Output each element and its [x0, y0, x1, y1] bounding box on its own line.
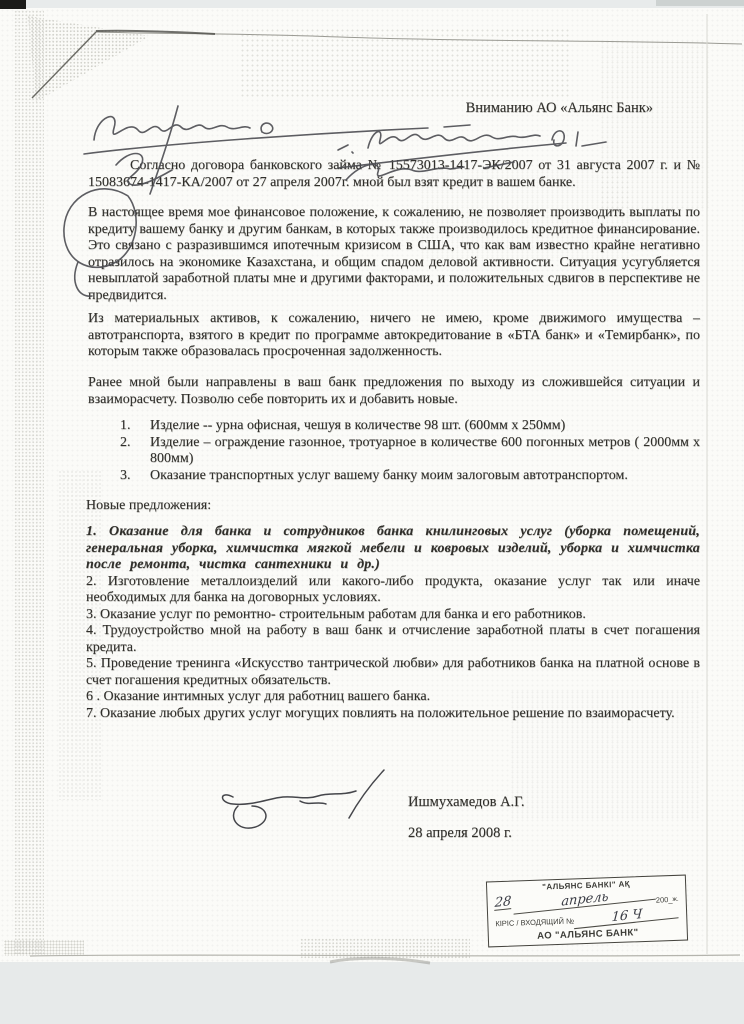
signatory-name: Ишмухамедов А.Г. [408, 794, 525, 810]
new-offer-item: 4. Трудоустройство мной на работу в ваш банк и отчисление заработной платы в счет погашения кредита. [86, 623, 700, 655]
incoming-stamp [486, 875, 688, 948]
scan-corner-artifact [0, 0, 26, 9]
new-offer-item: 2. Изготовление металлоизделий или какого-либо продукта, оказание услуг так или иначе необходимых для банка на договорных условиях. [86, 573, 700, 605]
scan-edge-artifact [656, 0, 744, 6]
stamp-handwritten-number: 16 Ч [574, 905, 680, 929]
list-item-text: Изделие -- урна офисная, чешуя в количестве 98 шт. (600мм х 250мм) [150, 418, 566, 433]
paragraph-assets: Из материальных активов, к сожалению, ничего не имею, кроме движимого имущества – автотранспорта, взятого в кредит по программе автокредитование в «БТА банк» и «Темирбанк», по которым также образовалась просроченная задолженность. [88, 311, 700, 359]
list-item-number: 3. [120, 467, 131, 483]
attention-line: Вниманию АО «Альянс Банк» [465, 100, 653, 116]
list-item-text: Изделие – ограждение газонное, тротуарное в количестве 600 погонных метров ( 2000мм х 800мм) [150, 434, 700, 466]
list-item-text: Оказание транспортных услуг вашему банку моим залоговым автотранспортом. [150, 467, 628, 483]
paragraph-previous-offers: Ранее мной были направлены в ваш банк предложения по выходу из сложившейся ситуации и взаиморасчету. Позволю себе повторить их и добавить новые. [88, 375, 700, 407]
new-offer-item: 5. Проведение тренинга «Искусство тантрической любви» для работников банка на платной основе в счет погашения кредитных обязательств. [86, 656, 700, 688]
list-item-number: 1. [120, 418, 131, 433]
paper-sheet [0, 8, 744, 962]
stamp-handwritten-month: апрель [513, 887, 656, 915]
letter-date: 28 апреля 2008 г. [408, 825, 512, 841]
list-item-number: 2. [120, 434, 131, 450]
stamp-year-suffix: ж. [672, 896, 679, 904]
new-offers-list [86, 524, 700, 722]
paragraph-loan-agreements: Согласно договора банковского займа № 15573013-1417-ЭК/2007 от 31 августа 2007 г. и № 15083674-1417-КА/2007 от 27 апреля 2007г. мной был взят кредит в вашем банке. [88, 158, 700, 190]
stamp-handwritten-day: 28 [494, 894, 512, 912]
new-offer-item: 3. Оказание услуг по ремонтно- строительным работам для банка и его работников. [86, 606, 586, 622]
scanner-background [0, 962, 744, 1024]
list-item [120, 435, 700, 468]
new-offer-item: 6 . Оказание интимных услуг для работниц вашего банка. [86, 689, 431, 704]
stamp-org-top: "АЛЬЯНС БАНКІ" АҚ [542, 879, 631, 892]
new-offers-heading: Новые предложения: [86, 498, 212, 513]
list-item [120, 418, 700, 435]
new-offer-item: 1. Оказание для банка и сотрудников банка книлинговых услуг (уборка помещений, генеральная уборка, химчистка мягкой мебели и ковровых изделий, уборка и химчистка после ремонта, чистка сантехники и др.) [86, 524, 700, 572]
numbered-offer-list [120, 418, 700, 484]
paragraph-financial-situation: В настоящее время мое финансовое положение, к сожалению, не позволяет производить выплаты по кредиту вашему банку и другим банкам, в которых также производилось кредитное финансирование. Это связано с разразившимся ипотечным кризисом в США, что как вам известно крайне негативно отразилось на экономике Казахстана, и общим спадом деловой активности. Ситуация усугубляется невыплатой заработной платы мне и другими факторами, и положительных сдвигов в перспективе не предвидится. [88, 205, 700, 303]
new-offer-item: 7. Оказание любых других услуг могущих повлиять на положительное решение по взаиморасчету. [86, 705, 675, 721]
stamp-incoming-label: КІРІС / ВХОДЯЩИЙ № [495, 916, 575, 928]
stamp-org-bottom: АО "АЛЬЯНС БАНК" [536, 927, 639, 942]
list-item [120, 468, 700, 485]
stamp-year-blank: 200_ [655, 895, 673, 905]
